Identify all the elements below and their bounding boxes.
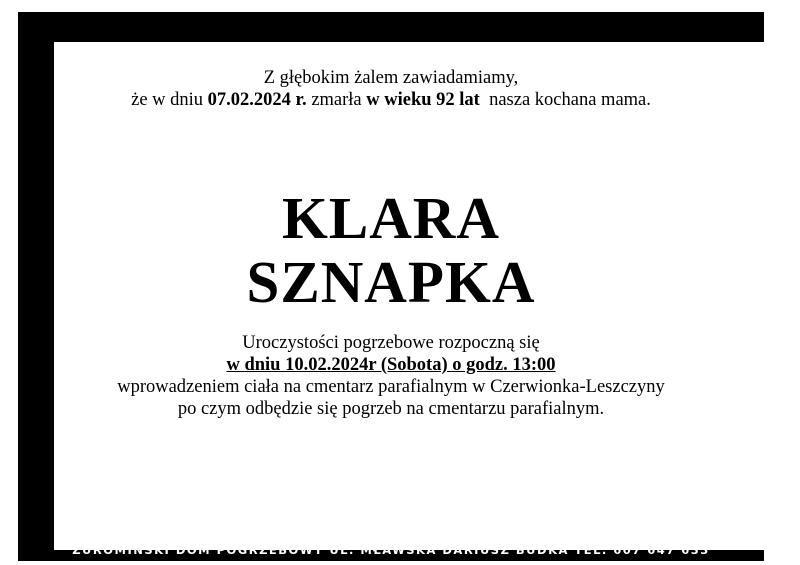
- intro-line-2: [36, 89, 746, 111]
- ceremony-line-4: po czym odbędzie się pogrzeb na cmentarzu parafialnym.: [177, 399, 605, 419]
- announcement-intro: [36, 67, 746, 111]
- ceremony-line-1: Uroczystości pogrzebowe rozpoczną się: [242, 333, 540, 353]
- ceremony-date: w dniu 10.02.2024r (Sobota) o godz. 13:00: [226, 355, 556, 375]
- age: w wieku 92 lat: [366, 90, 480, 110]
- intro-suffix: nasza kochana mama.: [479, 90, 651, 110]
- intro-prefix: że w dniu: [131, 90, 208, 110]
- deceased-name: [36, 186, 746, 314]
- intro-middle: zmarła: [306, 90, 367, 110]
- funeral-home-footer: ŻUROMIŃSKI DOM POGRZEBOWY UL. MŁAWSKA DARIUSZ BUDKA TEL. 607 647 633: [72, 543, 710, 557]
- ceremony-line-3: wprowadzeniem ciała na cmentarz parafialnym w Czerwionka-Leszczyny: [117, 377, 665, 397]
- death-date: 07.02.2024 r.: [207, 90, 307, 110]
- first-name: KLARA: [281, 185, 501, 251]
- intro-line-1: Z głębokim żalem zawiadamiamy,: [263, 68, 519, 88]
- ceremony-info: [36, 332, 746, 420]
- last-name: SZNAPKA: [246, 249, 536, 315]
